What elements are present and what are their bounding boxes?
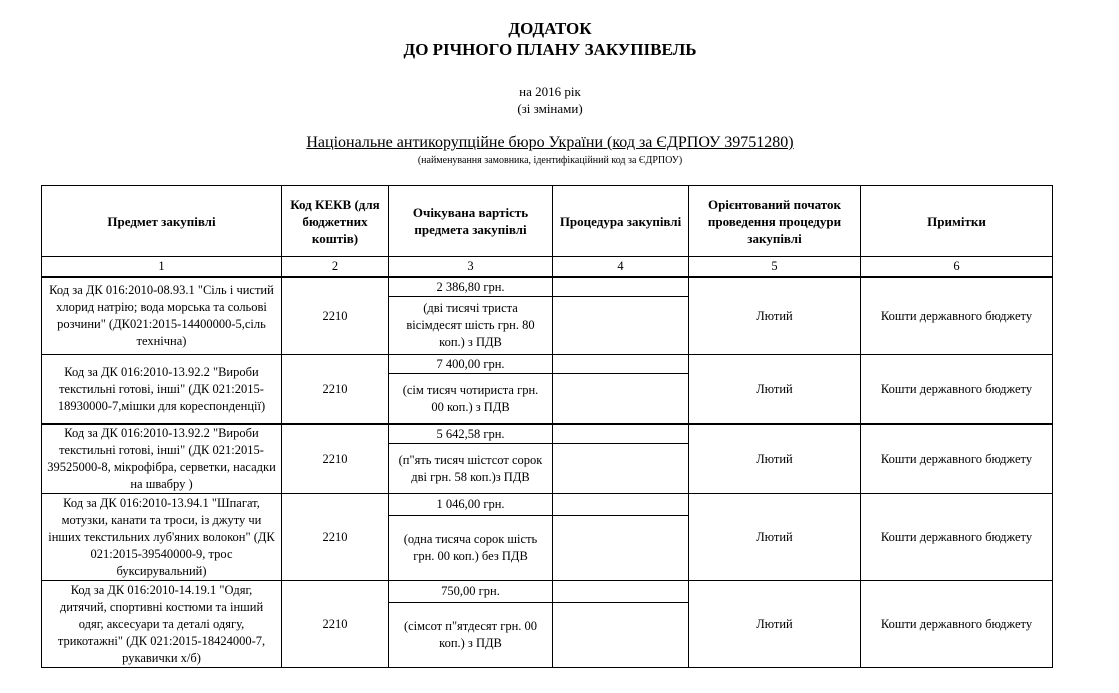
amount-cell: 1 046,00 грн. — [389, 494, 553, 516]
procurement-table — [41, 185, 1053, 668]
column-number: 1 — [42, 257, 282, 278]
amount-words-cell: (сімсот п"ятдесят грн. 00 коп.) з ПДВ — [389, 602, 553, 667]
start-cell: Лютий — [689, 424, 861, 494]
table-row — [42, 581, 1053, 603]
table-row — [42, 355, 1053, 374]
amount-cell: 7 400,00 грн. — [389, 355, 553, 374]
organization-caption: (найменування замовника, ідентифікаційний код за ЄДРПОУ) — [417, 155, 683, 166]
column-number-row — [42, 257, 1053, 278]
procedure-cell — [553, 581, 689, 603]
amount-cell: 750,00 грн. — [389, 581, 553, 603]
changes-note: (зі змінами) — [517, 101, 583, 116]
subject-cell: Код за ДК 016:2010-14.19.1 "Одяг, дитячий, спортивні костюми та інший одяг, аксесуари та деталі одягу, трикотажні" (ДК 021:2015-18424000-7, рукавички х/б) — [42, 581, 282, 668]
procedure-cell — [553, 277, 689, 297]
document-subtitle: ДО РІЧНОГО ПЛАНУ ЗАКУПІВЕЛЬ — [403, 40, 697, 59]
amount-words-cell: (п"ять тисяч шістсот сорок дві грн. 58 коп.)з ПДВ — [389, 444, 553, 494]
procedure-cell — [553, 355, 689, 374]
column-number: 6 — [861, 257, 1053, 278]
start-cell: Лютий — [689, 355, 861, 425]
kekv-cell: 2210 — [282, 494, 389, 581]
subject-cell: Код за ДК 016:2010-13.92.2 "Вироби текстильні готові, інші" (ДК 021:2015-18930000-7,мішки для кореспонденції) — [42, 355, 282, 425]
col-header-procedure: Процедура закупівлі — [553, 186, 689, 257]
column-number: 4 — [553, 257, 689, 278]
notes-cell: Кошти державного бюджету — [861, 355, 1053, 425]
subject-cell: Код за ДК 016:2010-13.94.1 "Шпагат, мотузки, канати та троси, із джуту чи інших текстильних луб'яних волокон" (ДК 021:2015-39540000-9, трос буксирувальний) — [42, 494, 282, 581]
document-title: ДОДАТОК — [508, 19, 592, 38]
table-row — [42, 277, 1053, 297]
procedure-cell — [553, 297, 689, 355]
col-header-amount: Очікувана вартість предмета закупівлі — [389, 186, 553, 257]
col-header-subject: Предмет закупівлі — [42, 186, 282, 257]
procedure-cell — [553, 424, 689, 444]
procedure-cell — [553, 444, 689, 494]
kekv-cell: 2210 — [282, 581, 389, 668]
procedure-cell — [553, 374, 689, 424]
notes-cell: Кошти державного бюджету — [861, 494, 1053, 581]
procedure-cell — [553, 602, 689, 667]
amount-words-cell: (одна тисяча сорок шість грн. 00 коп.) без ПДВ — [389, 515, 553, 580]
col-header-notes: Примітки — [861, 186, 1053, 257]
amount-words-cell: (дві тисячі триста вісімдесят шість грн. 80 коп.) з ПДВ — [389, 297, 553, 355]
col-header-start: Орієнтований початок проведення процедури закупівлі — [689, 186, 861, 257]
plan-year: на 2016 рік — [519, 84, 581, 99]
amount-words-cell: (сім тисяч чотириста грн. 00 коп.) з ПДВ — [389, 374, 553, 424]
notes-cell: Кошти державного бюджету — [861, 581, 1053, 668]
kekv-cell: 2210 — [282, 355, 389, 425]
kekv-cell: 2210 — [282, 277, 389, 355]
notes-cell: Кошти державного бюджету — [861, 424, 1053, 494]
kekv-cell: 2210 — [282, 424, 389, 494]
subject-cell: Код за ДК 016:2010-08.93.1 "Сіль і чистий хлорид натрію; вода морська та сольові розчини" (ДК021:2015-14400000-5,сіль технічна) — [42, 277, 282, 355]
table-row — [42, 494, 1053, 516]
organization-name: Національне антикорупційне бюро України (код за ЄДРПОУ 39751280) — [306, 134, 794, 151]
col-header-kekv: Код КЕКВ (для бюджетних коштів) — [282, 186, 389, 257]
start-cell: Лютий — [689, 494, 861, 581]
notes-cell: Кошти державного бюджету — [861, 277, 1053, 355]
amount-cell: 2 386,80 грн. — [389, 277, 553, 297]
subject-cell: Код за ДК 016:2010-13.92.2 "Вироби текстильні готові, інші" (ДК 021:2015-39525000-8, мікрофібра, серветки, насадки на швабру ) — [42, 424, 282, 494]
column-number: 5 — [689, 257, 861, 278]
table-row — [42, 424, 1053, 444]
table-header-row — [42, 186, 1053, 257]
column-number: 2 — [282, 257, 389, 278]
amount-cell: 5 642,58 грн. — [389, 424, 553, 444]
procedure-cell — [553, 515, 689, 580]
start-cell: Лютий — [689, 277, 861, 355]
column-number: 3 — [389, 257, 553, 278]
procedure-cell — [553, 494, 689, 516]
start-cell: Лютий — [689, 581, 861, 668]
